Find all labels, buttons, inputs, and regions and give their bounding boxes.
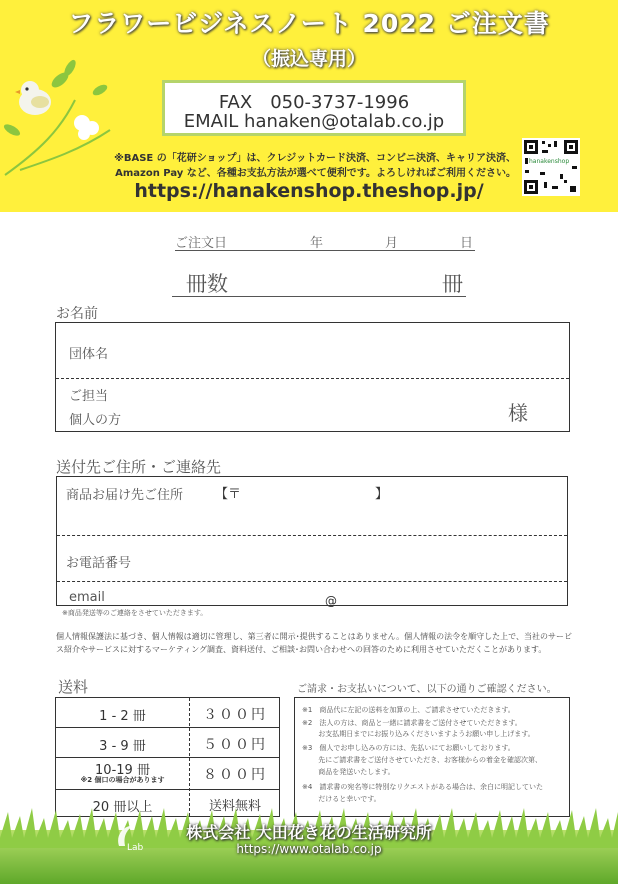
table-row-divider [56,757,279,758]
shop-url-link[interactable]: https://hanakenshop.theshop.jp/ [134,180,484,202]
shipping-range-1: 1 - 2 冊 [99,709,146,724]
header-banner [0,0,618,212]
billing-heading: ご請求・お支払いについて、以下の通りご確認ください。 [297,684,557,695]
delivery-address-label: 商品お届け先ご住所 [66,488,184,503]
day-label: 日 [460,236,474,251]
payment-note-line1: ※BASE の「花研ショップ」は、クレジットカード決済、コンビニ決済、キャリア決済、 [114,153,516,164]
qr-code-icon[interactable] [522,138,580,196]
order-date-label: ご注文日 [175,236,228,251]
shipping-price-4: 送料無料 [208,799,261,814]
group-name-label: 団体名 [69,347,109,362]
count-unit: 冊 [442,272,463,296]
logo-text: Lab [127,843,144,853]
shipping-price-3: ８００円 [203,767,267,783]
table-row-divider [56,789,279,790]
table-row-divider [56,727,279,728]
name-box[interactable] [55,322,570,432]
shipping-price-2: ５００円 [203,737,267,753]
billing-line-5: 先にご請求書をご送付させていただき、お客様からの着金を確認次第、 [302,756,542,764]
contact-box [162,80,466,136]
month-label: 月 [385,236,399,251]
order-date-field[interactable] [175,230,475,251]
payment-note-line2: Amazon Pay など、各種お支払方法が選べて便利です。よろしければご利用ください。 [115,168,516,179]
privacy-notice [56,630,571,656]
year-label: 年 [310,236,324,251]
billing-line-6: 商品を発送いたします。 [302,768,395,776]
privacy-line2: ス紹介やサービスに対するマーケティング調査、資料送付、ご相談･お問い合わせへの回答のために利用させていただくことがあります。 [56,645,547,654]
shipping-range-2: 3 - 9 冊 [99,739,146,754]
shipping-price-1: ３００円 [203,707,267,723]
shipping-table [55,697,280,817]
shipping-range-4: 20 冊以上 [92,800,153,815]
name-section-heading: お名前 [56,306,98,322]
postal-code-close: 】 [375,487,389,502]
book-count-field[interactable] [172,268,466,297]
billing-line-1: ※1 商品代に左記の送料を加算の上、ご請求させていただきます。 [302,706,515,714]
page-title: フラワービジネスノート 2022 ご注文書 [68,9,550,38]
billing-line-7: ※4 請求書の宛名等に特別なリクエストがある場合は、余白に明記していた [302,783,544,791]
shipping-range-3: 10-19 冊 [95,763,150,778]
company-url-link[interactable]: https://www.otalab.co.jp [236,842,382,856]
billing-line-8: だけると幸いです。 [302,795,381,803]
name-divider [56,378,569,379]
honorific-sama: 様 [508,401,528,425]
fax-number: FAX 050-3737-1996 [218,92,410,113]
email-label: email [69,590,105,605]
address-box[interactable] [56,476,568,606]
postal-code-open: 【〒 [215,487,242,502]
count-label: 冊数 [186,272,228,296]
privacy-line1: 個人情報保護法に基づき、個人情報は適切に管理し、第三者に開示･提供することはありません。個人情報の法令を順守した上で、当社のサービ [56,632,572,641]
address-section-heading: 送付先ご住所・ご連絡先 [56,458,222,476]
phone-divider [57,581,567,582]
company-name: 株式会社 大田花き花の生活研究所 [186,823,432,842]
address-divider [57,535,567,536]
contact-email[interactable]: EMAIL hanaken@otalab.co.jp [183,111,445,132]
shipping-note-3: ※2 個口の場合があります [80,776,165,784]
at-sign: @ [325,594,337,608]
email-note: ※商品発送等のご連絡をさせていただきます。 [62,609,208,617]
shipping-heading: 送料 [58,678,89,696]
phone-label: お電話番号 [66,556,132,571]
contact-person-label: ご担当 [69,389,109,404]
individual-label: 個人の方 [69,413,122,428]
billing-line-3: お支払期日までにお振り込みくださいますようお願い申し上げます。 [302,730,535,738]
qr-label: hanakenshop [529,158,570,165]
page-subtitle: （振込専用） [251,48,366,70]
billing-line-2: ※2 法人の方は、商品と一緒に請求書をご送付させていただきます。 [302,719,522,727]
billing-line-4: ※3 個人でお申し込みの方には、先払いにてお願いしております。 [302,744,515,752]
billing-notes-box [294,697,570,817]
